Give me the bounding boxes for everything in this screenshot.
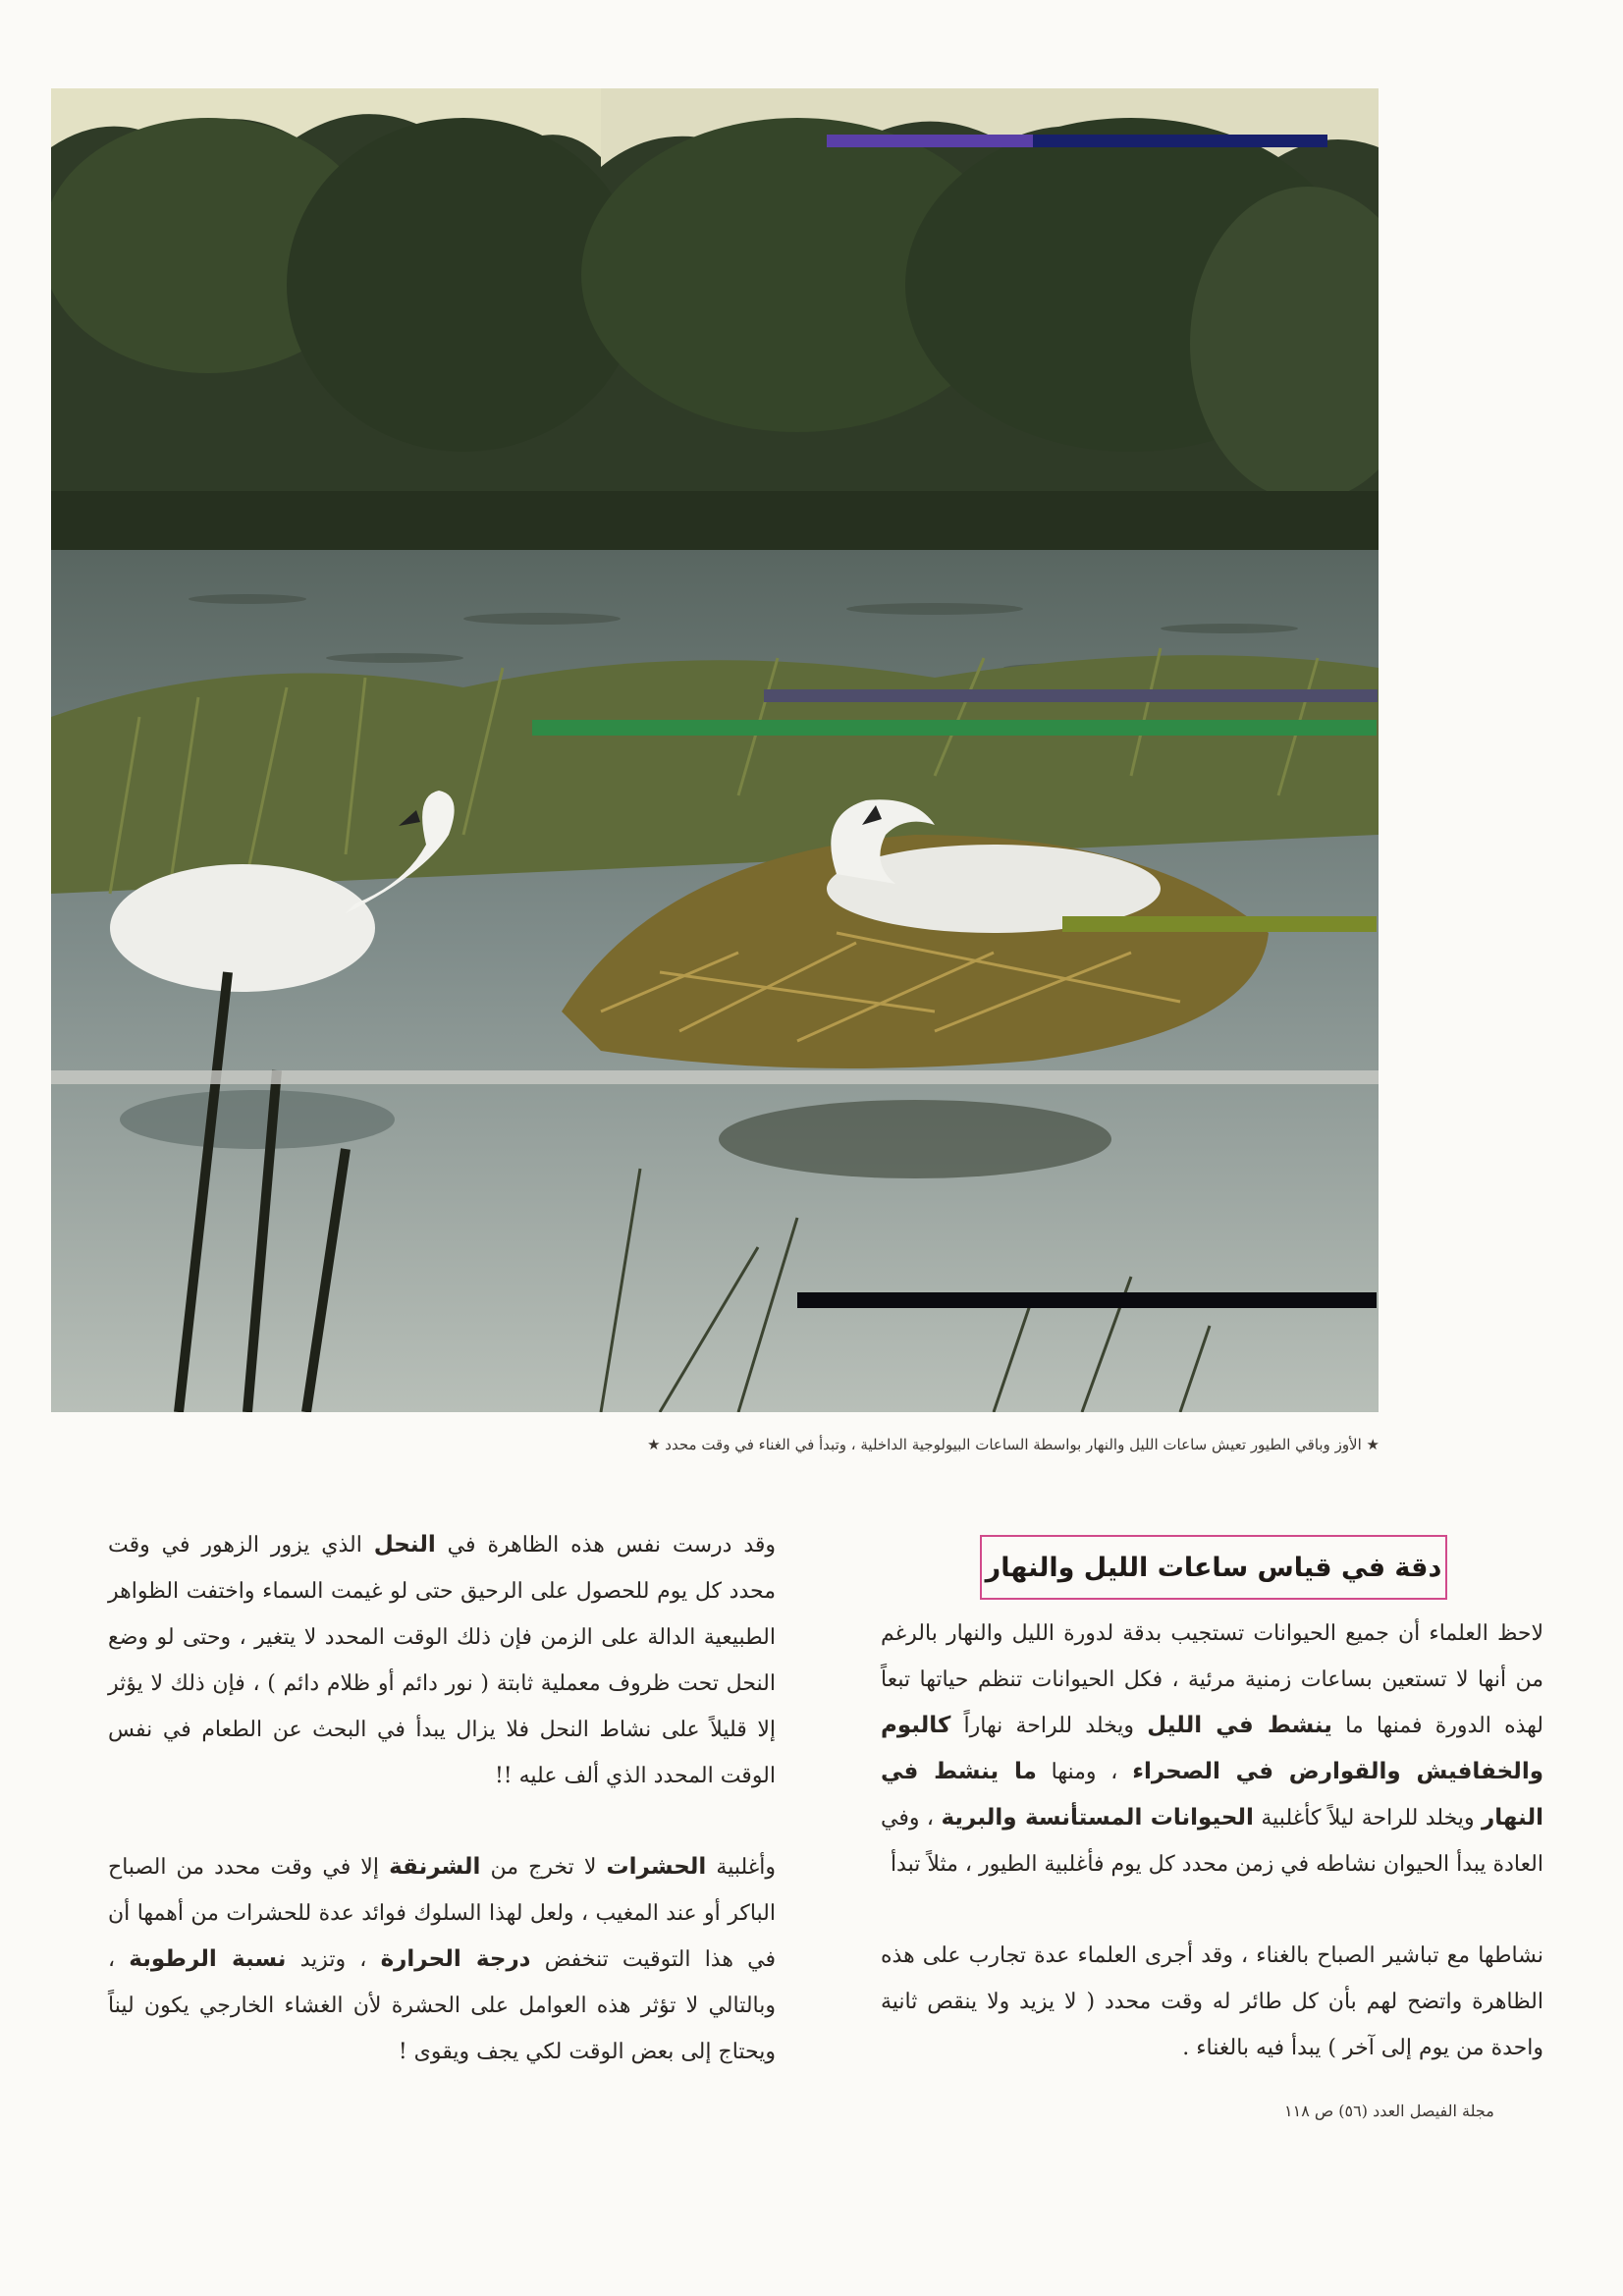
bold-text: النحل [373,1532,436,1558]
swans-photo [51,88,1379,1412]
text-run: ويخلد للراحة نهاراً [950,1714,1148,1738]
text-run: لاحظ العلماء أن جميع الحيوانات تستجيب بدقة لدورة الليل والنهار بالرغم من أنها لا تستعين بساعات زمنية مرئية ، فكل الحيوانات تنظم حياتها تبعاً لهذه الدورة فمنها ما [881,1621,1543,1738]
text-run: إلا في وقت محدد من الصباح الباكر أو عند المغيب ، ولعل لهذا السلوك فوائد عدة للحشرات من أهمها أن في هذا التوقيت تنخفض [108,1855,776,1972]
text-run: وقد درست نفس هذه الظاهرة في [435,1533,777,1558]
text-run: ، وتزيد [286,1947,381,1972]
paragraph [881,1611,1543,1887]
photo-caption: ★ الأوز وباقي الطيور تعيش ساعات الليل والنهار بواسطة الساعات البيولوجية الداخلية ، وتبدأ في الغناء في وقت محدد ★ [647,1436,1380,1453]
paragraph [108,1844,776,2075]
bold-text: كالبوم والخفافيش والقوارض في الصحراء [881,1713,1543,1784]
paragraph [108,1522,776,1799]
bold-text: نسبة الرطوبة [129,1946,287,1972]
text-run: ، ومنها [1036,1760,1133,1784]
text-run: لا تخرج من [480,1855,607,1880]
bold-text: ينشط في الليل [1147,1713,1332,1738]
bold-text: ما ينشط في النهار [881,1759,1543,1831]
text-run: ، وفي العادة يبدأ الحيوان نشاطه في زمن محدد كل يوم فأغلبية الطيور ، مثلاً تبدأ [881,1806,1543,1877]
section-title: دقة في قياس ساعات الليل والنهار [980,1535,1447,1600]
text-run: ويخلد للراحة ليلاً كأغلبية [1253,1806,1482,1831]
bold-text: الحشرات [606,1854,707,1880]
text-run: ، وبالتالي لا تؤثر هذه العوامل على الحشرة لأن الغشاء الخارجي يكون ليناً ويحتاج إلى بعض الوقت لكي يجف ويقوى ! [108,1947,776,2064]
text-run: وأغلبية [706,1855,777,1880]
page-footer: مجلة الفيصل العدد (٥٦) ص ١١٨ [1284,2102,1494,2120]
paragraph: نشاطها مع تباشير الصباح بالغناء ، وقد أجرى العلماء عدة تجارب على هذه الظاهرة واتضح لهم بأن كل طائر له وقت محدد ( لا يزيد ولا ينقص ثانية واحدة من يوم إلى آخر ) يبدأ فيه بالغناء . [881,1943,1543,2060]
bold-text: الشرنقة [389,1854,481,1880]
swans-nest-lake-image [51,88,1379,1412]
left-column [108,1522,776,2075]
bold-text: الحيوانات المستأنسة والبرية [941,1805,1254,1831]
right-column [881,1611,1543,2071]
text-run: الذي يزور الزهور في وقت محدد كل يوم للحصول على الرحيق حتى لو غيمت السماء واختفت الظواهر الطبيعية الدالة على الزمن فإن ذلك الوقت المحدد لا يتغير ، وحتى لو وضع النحل تحت ظروف معملية ثابتة ( نور دائم أو ظلام دائم ) ، فإن ذلك لا يؤثر إلا قليلاً على نشاط النحل فلا يزال يبدأ في البحث عن الطعام في نفس الوقت المحدد الذي ألف عليه !! [108,1533,776,1788]
bold-text: درجة الحرارة [380,1946,531,1972]
